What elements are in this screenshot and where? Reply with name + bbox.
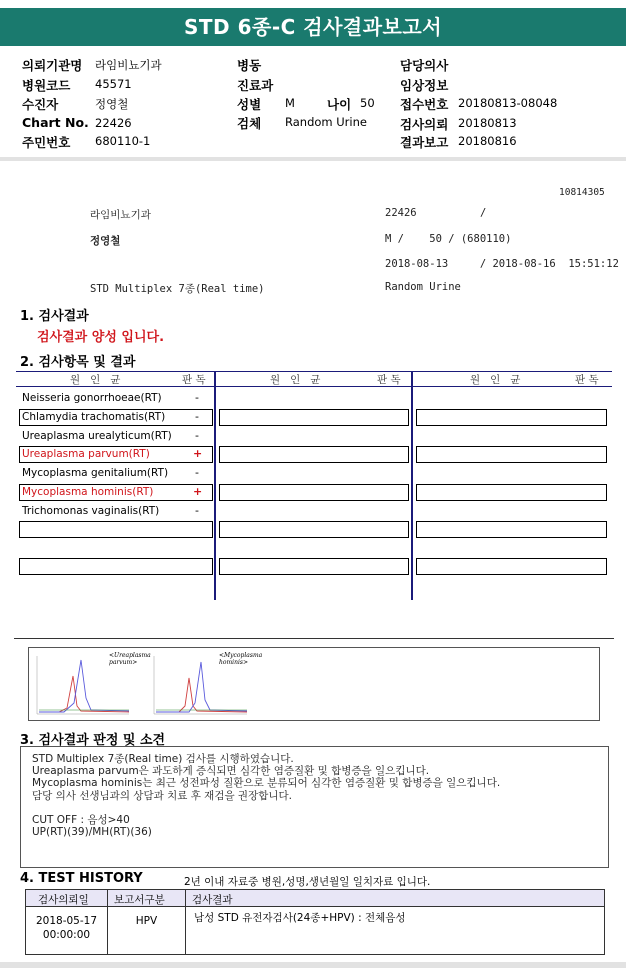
id-no-value: 680110-1 <box>95 134 151 148</box>
col-result-2: 판 독 <box>377 374 401 386</box>
col-result-1: 판 독 <box>182 374 206 386</box>
opinion-line: 담당 의사 선생님과의 상담과 치료 후 재검을 권장합니다. <box>32 789 292 802</box>
mono-sex-age: M / 50 / (680110) <box>385 233 512 245</box>
chart-no-label: Chart No. <box>22 115 89 130</box>
row-box <box>219 484 409 501</box>
row-box <box>416 409 607 426</box>
pathogen-name-positive: Mycoplasma hominis(RT) <box>22 486 154 498</box>
client-label: 의뢰기관명 <box>22 58 83 73</box>
mono-test-name: STD Multiplex 7종(Real time) <box>90 283 265 295</box>
id-no-label: 주민번호 <box>22 135 71 150</box>
report-title: STD 6종-C 검사결과보고서 <box>0 8 626 46</box>
hospital-code-value: 45571 <box>95 77 132 91</box>
age-value: 50 <box>360 96 375 110</box>
col-result-3: 판 독 <box>575 374 599 386</box>
section-divider <box>14 638 614 639</box>
result-summary: 검사결과 양성 입니다. <box>37 330 165 345</box>
mono-dates: 2018-08-13 / 2018-08-16 15:51:12 <box>385 258 619 270</box>
history-col-divider <box>185 889 186 955</box>
row-box <box>416 558 607 575</box>
report-date-label: 결과보고 <box>400 135 449 150</box>
pathogen-mark-positive: + <box>193 447 203 460</box>
doc-number: 10814305 <box>559 187 605 198</box>
history-col-result: 검사결과 <box>192 894 233 906</box>
section2-title: 2. 검사항목 및 결과 <box>20 355 136 370</box>
request-date-value: 20180813 <box>458 116 517 130</box>
pathogen-name: Mycoplasma genitalium(RT) <box>22 467 169 479</box>
pathogen-name: Trichomonas vaginalis(RT) <box>22 505 160 517</box>
age-label: 나이 <box>327 97 352 112</box>
row-box <box>19 521 213 538</box>
header-divider <box>0 157 626 161</box>
patient-value: 정영철 <box>95 97 129 111</box>
mono-specimen: Random Urine <box>385 281 461 293</box>
mono-chart-no: 22426 <box>385 207 417 219</box>
history-type: HPV <box>135 915 158 927</box>
footer-bar <box>0 962 626 968</box>
client-value: 라임비뇨기과 <box>95 58 162 72</box>
opinion-blank-line <box>32 802 500 814</box>
chart-no-value: 22426 <box>95 116 132 130</box>
sex-label: 성별 <box>237 97 262 112</box>
request-date-label: 검사의뢰 <box>400 117 449 132</box>
row-box <box>19 558 213 575</box>
pathogen-mark: - <box>195 429 199 442</box>
receipt-no-value: 20180813-08048 <box>458 96 558 110</box>
section1-title: 1. 검사결과 <box>20 309 89 324</box>
pathogen-mark: - <box>195 391 199 404</box>
pathogen-mark: - <box>195 466 199 479</box>
dept-label: 진료과 <box>237 78 274 93</box>
sex-value: M <box>285 96 295 110</box>
pathogen-mark: - <box>195 504 199 517</box>
specimen-label: 검체 <box>237 116 262 131</box>
row-box <box>219 558 409 575</box>
opinion-box <box>20 746 609 868</box>
mono-chart-slash: / <box>480 207 487 219</box>
hospital-code-label: 병원코드 <box>22 78 71 93</box>
history-time: 00:00:00 <box>42 929 91 941</box>
pathogen-name: Ureaplasma urealyticum(RT) <box>22 430 172 442</box>
table-divider-2 <box>411 371 413 600</box>
col-pathogen-2: 원 인 균 <box>270 374 321 386</box>
pathogen-mark: - <box>195 410 199 423</box>
section4-title: 4. TEST HISTORY <box>20 871 143 886</box>
col-pathogen-1: 원 인 균 <box>70 374 121 386</box>
history-col-date: 검사의뢰일 <box>38 894 89 906</box>
history-date: 2018-05-17 <box>35 915 98 927</box>
pcr-graph-panel <box>28 647 600 721</box>
mono-patient: 정영철 <box>90 235 121 247</box>
row-box <box>219 446 409 463</box>
opinion-line: UP(RT)(39)/MH(RT)(36) <box>32 826 152 839</box>
history-col-type: 보고서구분 <box>114 894 165 906</box>
section3-title: 3. 검사결과 판정 및 소견 <box>20 733 166 748</box>
specimen-value: Random Urine <box>285 115 367 129</box>
ward-label: 병동 <box>237 58 262 73</box>
row-box <box>219 521 409 538</box>
doctor-label: 담당의사 <box>400 58 449 73</box>
opinion-line: Ureaplasma parvum은 과도하게 증식되면 심각한 염증질환 및 합병증을 일으킵니다. <box>32 765 430 778</box>
history-note: 2년 이내 자료중 병원,성명,생년월일 일치자료 입니다. <box>184 876 431 888</box>
row-box <box>416 521 607 538</box>
history-table-header <box>26 890 604 907</box>
row-box <box>219 409 409 426</box>
clinical-info-label: 임상정보 <box>400 78 449 93</box>
col-pathogen-3: 원 인 균 <box>470 374 521 386</box>
report-date-value: 20180816 <box>458 134 517 148</box>
patient-label: 수진자 <box>22 97 59 112</box>
opinion-line: Mycoplasma hominis는 최근 성전파성 질환으로 분류되어 심각한 염증질환 및 합병증을 일으킵니다. <box>32 777 501 790</box>
pathogen-name: Neisseria gonorrhoeae(RT) <box>22 392 162 404</box>
graph1-label: <Ureaplasma parvum> <box>109 652 151 666</box>
opinion-text <box>32 753 500 838</box>
opinion-line: CUT OFF : 음성>40 <box>32 813 130 826</box>
table-divider-1 <box>214 371 216 600</box>
pathogen-name: Chlamydia trachomatis(RT) <box>22 411 166 423</box>
pathogen-name-positive: Ureaplasma parvum(RT) <box>22 448 150 460</box>
history-result: 남성 STD 유전자검사(24종+HPV) : 전체음성 <box>194 912 406 924</box>
graph2-label: <Mycoplasma hominis> <box>219 652 263 666</box>
mono-hospital: 라임비뇨기과 <box>90 209 151 221</box>
pathogen-mark-positive: + <box>193 485 203 498</box>
row-box <box>416 484 607 501</box>
opinion-line: STD Multiplex 7종(Real time) 검사를 시행하였습니다. <box>32 753 294 765</box>
row-box <box>416 446 607 463</box>
receipt-no-label: 접수번호 <box>400 97 449 112</box>
